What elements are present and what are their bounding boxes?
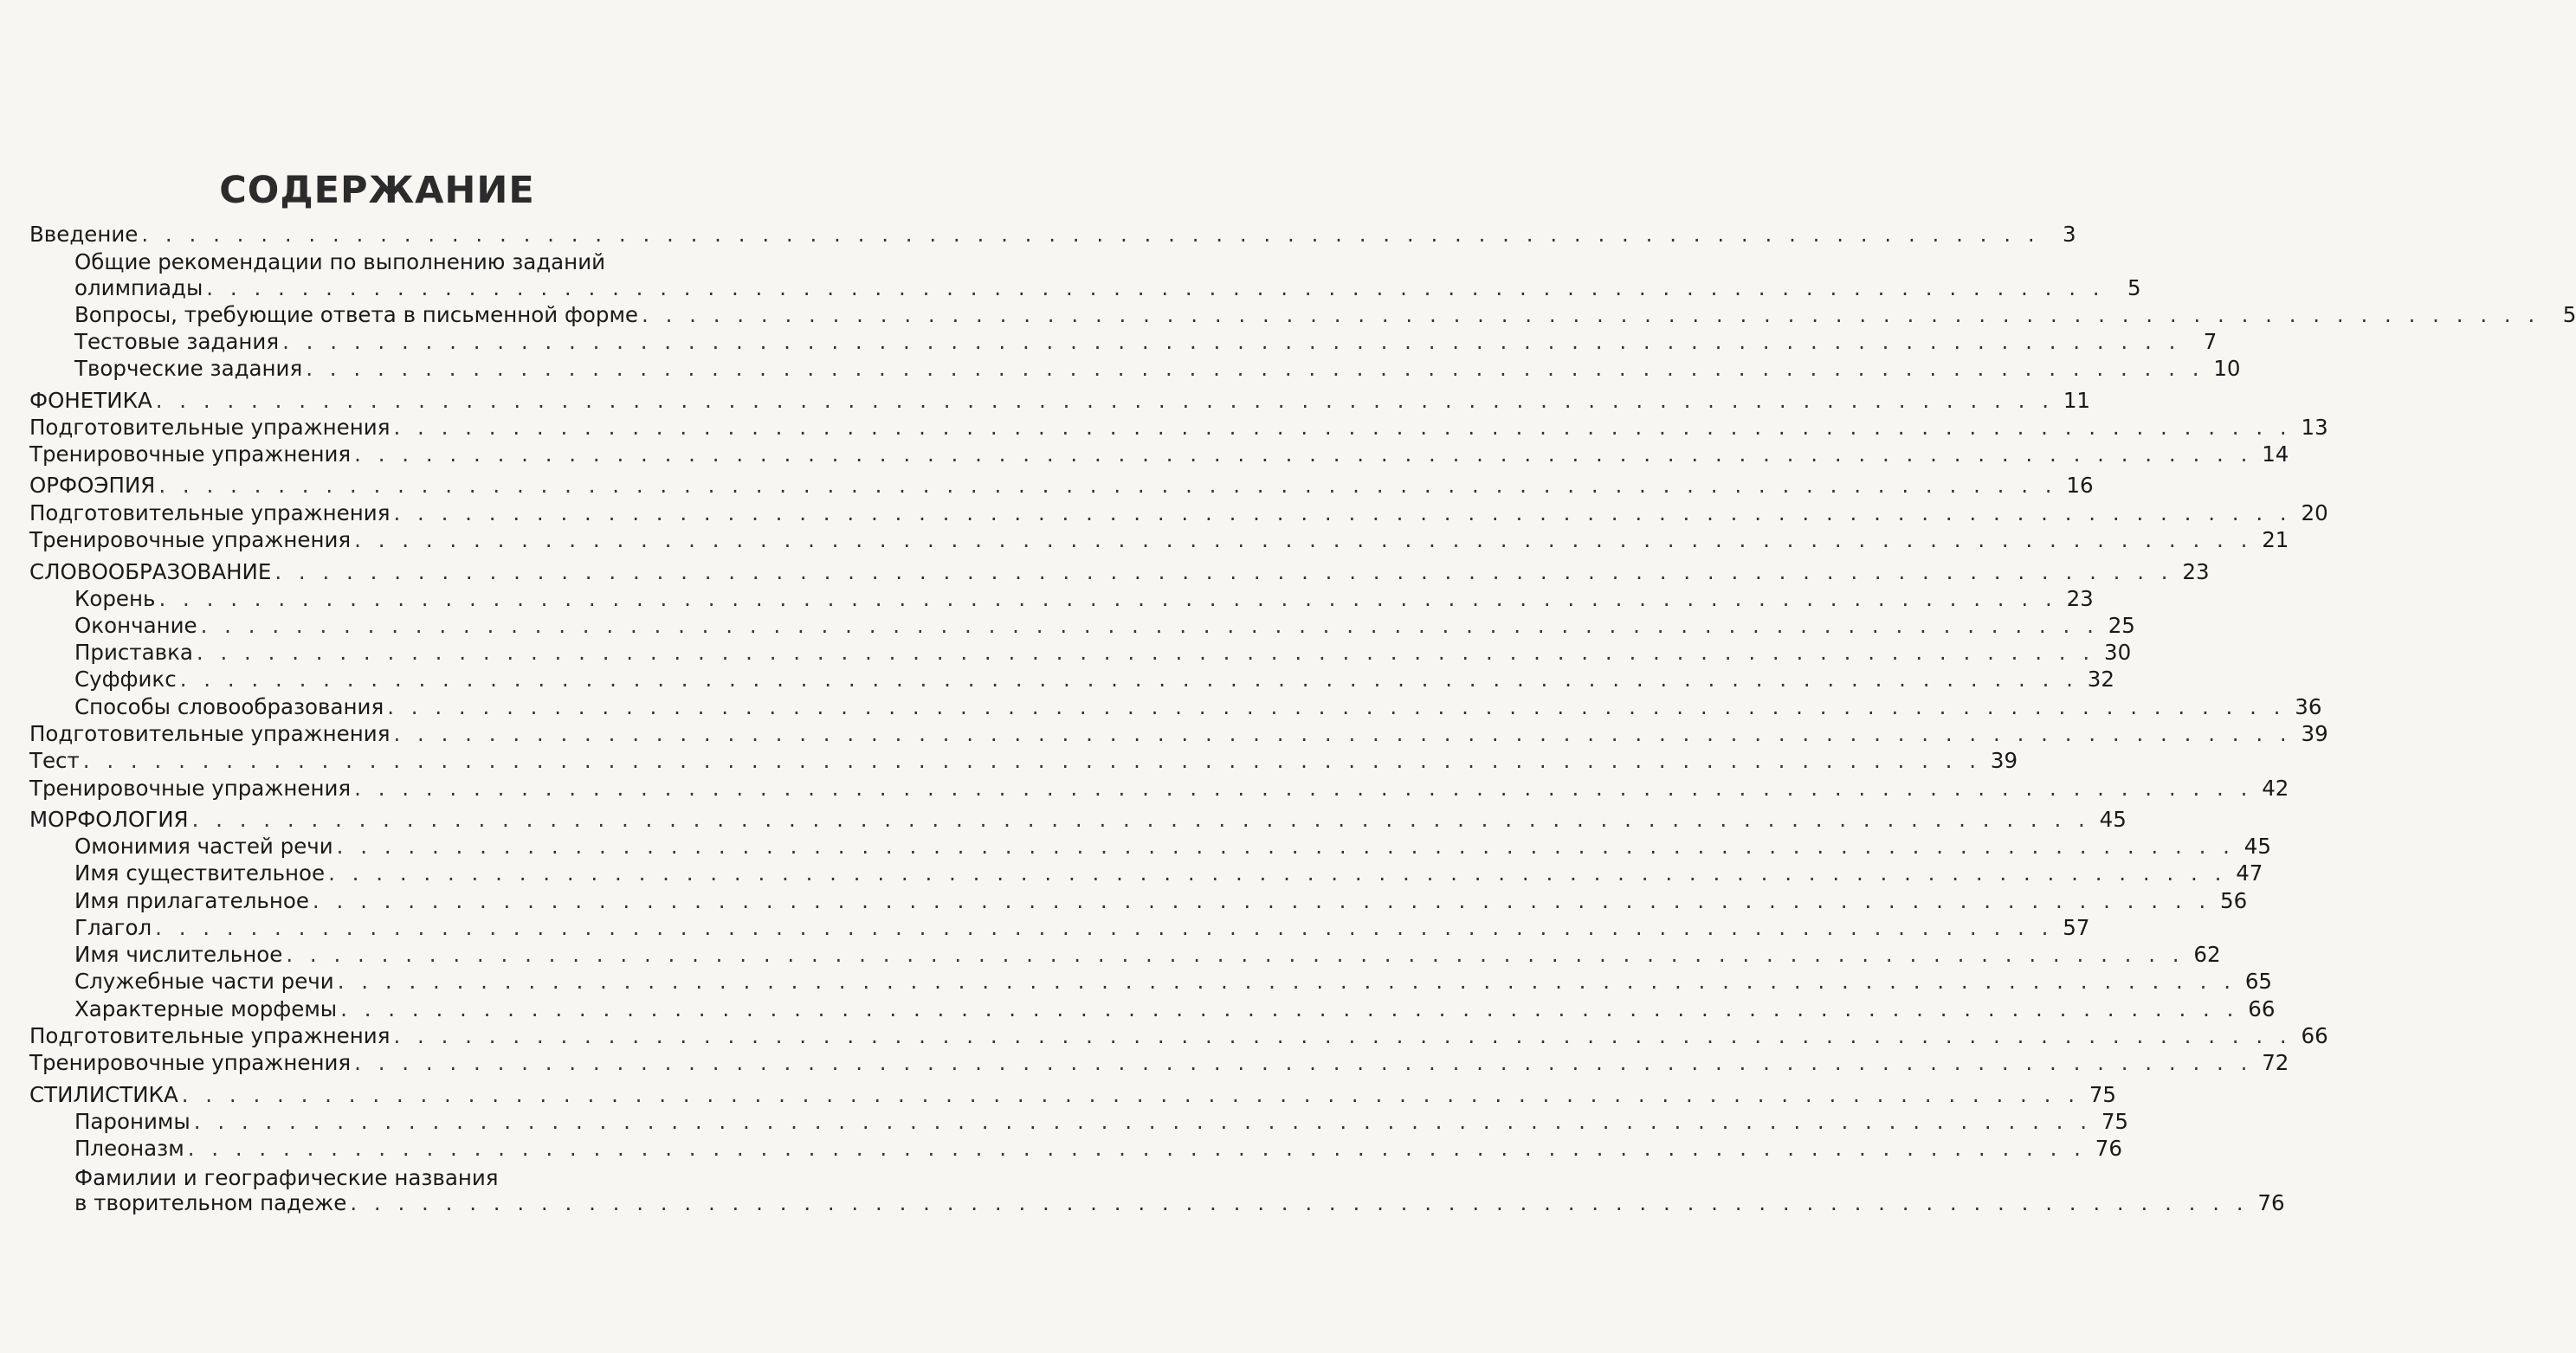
toc-entry-page: 21 <box>2262 527 2289 552</box>
dot-leader: . . . . . . . . . . . . . . . . . . . . . . . . . . . . . . . . . . . . . . . . . . . . . . . . . . . . . . . . . . . . . . . . . . . . . . . . . . . . . . . . <box>306 356 2205 381</box>
toc-entry-page: 5 <box>2562 302 2576 327</box>
toc-entry <box>29 776 2289 802</box>
dot-leader: . . . . . . . . . . . . . . . . . . . . . . . . . . . . . . . . . . . . . . . . . . . . . . . . . . . . . . . . . . . . . . . . . . . . . . . . . . . . . . . . <box>191 807 2090 832</box>
dot-leader: . . . . . . . . . . . . . . . . . . . . . . . . . . . . . . . . . . . . . . . . . . . . . . . . . . . . . . . . . . . . . . . . . . . . . . . . . . . . . . . . <box>350 1190 2249 1215</box>
toc-entry-page: 23 <box>2182 559 2210 584</box>
toc-entry <box>29 1136 2122 1162</box>
toc-entry-page: 10 <box>2213 356 2241 381</box>
toc-entry-page: 72 <box>2262 1050 2289 1075</box>
toc-entry <box>29 613 2135 639</box>
toc-entry-page: 39 <box>1990 748 2018 773</box>
toc-entry-title: ОРФОЭПИЯ <box>29 473 156 498</box>
toc-entry-title: СЛОВООБРАЗОВАНИЕ <box>29 559 272 584</box>
toc-entry <box>29 1190 2285 1216</box>
toc-entry-page: 75 <box>2101 1109 2129 1134</box>
toc-entry-title: Общие рекомендации по выполнению заданий <box>74 249 606 274</box>
toc-entry-page: 76 <box>2257 1190 2285 1215</box>
toc-entry-title: Глагол <box>74 915 152 940</box>
dot-leader: . . . . . . . . . . . . . . . . . . . . . . . . . . . . . . . . . . . . . . . . . . . . . . . . . . . . . . . . . . . . . . . . . . . . . . . . . . . . . . . . <box>328 860 2227 886</box>
toc-entry-page: 30 <box>2104 640 2132 665</box>
toc-entry <box>29 721 2328 747</box>
toc-entry-title: Окончание <box>74 613 197 638</box>
toc-entry-title: Тренировочные упражнения <box>29 1050 352 1075</box>
toc-entry-title: Приставка <box>74 640 193 665</box>
toc-entry-title: Паронимы <box>74 1109 190 1134</box>
toc-entry-page: 7 <box>2203 329 2218 354</box>
toc-entry-title: Вопросы, требующие ответа в письменной форме <box>74 302 638 327</box>
dot-leader: . . . . . . . . . . . . . . . . . . . . . . . . . . . . . . . . . . . . . . . . . . . . . . . . . . . . . . . . . . . . . . . . . . . . . . . . . . . . . . . . <box>155 388 2055 413</box>
toc-entry-title: Тренировочные упражнения <box>29 776 352 801</box>
toc-entry-page: 3 <box>2063 222 2076 247</box>
toc-entry <box>29 415 2328 441</box>
toc-entry-title: Омонимия частей речи <box>74 834 333 859</box>
toc-entry <box>29 559 2210 585</box>
toc-entry <box>29 527 2289 553</box>
toc-entry-title: Имя существительное <box>74 860 326 886</box>
toc-entry-title: Творческие задания <box>74 356 303 381</box>
dot-leader: . . . . . . . . . . . . . . . . . . . . . . . . . . . . . . . . . . . . . . . . . . . . . . . . . . . . . . . . . . . . . . . . . . . . . . . . . . . . . . . . <box>141 222 2040 247</box>
toc-entry-page: 23 <box>2066 586 2094 611</box>
toc-entry-page: 16 <box>2066 473 2094 498</box>
dot-leader: . . . . . . . . . . . . . . . . . . . . . . . . . . . . . . . . . . . . . . . . . . . . . . . . . . . . . . . . . . . . . . . . . . . . . . . . . . . . . . . . <box>387 694 2286 719</box>
toc-entry-title: Плеоназм <box>74 1136 184 1161</box>
toc-entry-title: в творительном падеже <box>74 1190 347 1215</box>
dot-leader: . . . . . . . . . . . . . . . . . . . . . . . . . . . . . . . . . . . . . . . . . . . . . . . . . . . . . . . . . . . . . . . . . . . . . . . . . . . . . . . . <box>354 527 2253 552</box>
toc-entry <box>29 667 2114 693</box>
dot-leader: . . . . . . . . . . . . . . . . . . . . . . . . . . . . . . . . . . . . . . . . . . . . . . . . . . . . . . . . . . . . . . . . . . . . . . . . . . . . . . . . <box>196 640 2095 665</box>
dot-leader: . . . . . . . . . . . . . . . . . . . . . . . . . . . . . . . . . . . . . . . . . . . . . . . . . . . . . . . . . . . . . . . . . . . . . . . . . . . . . . . . <box>206 275 2105 300</box>
toc-entry <box>29 888 2248 914</box>
toc-entry-title: МОРФОЛОГИЯ <box>29 807 189 832</box>
dot-leader: . . . . . . . . . . . . . . . . . . . . . . . . . . . . . . . . . . . . . . . . . . . . . . . . . . . . . . . . . . . . . . . . . . . . . . . . . . . . . . . . <box>158 586 2057 611</box>
toc-entry-title: Тренировочные упражнения <box>29 441 352 467</box>
dot-leader: . . . . . . . . . . . . . . . . . . . . . . . . . . . . . . . . . . . . . . . . . . . . . . . . . . . . . . . . . . . . . . . . . . . . . . . . . . . . . . . . <box>286 942 2185 967</box>
dot-leader: . . . . . . . . . . . . . . . . . . . . . . . . . . . . . . . . . . . . . . . . . . . . . . . . . . . . . . . . . . . . . . . . . . . . . . . . . . . . . . . . <box>393 1023 2292 1048</box>
toc-entry <box>29 834 2271 860</box>
toc-entry-title: СТИЛИСТИКА <box>29 1082 178 1107</box>
toc-entry <box>29 356 2241 382</box>
toc-entry-page: 76 <box>2095 1136 2122 1161</box>
toc-entry <box>29 807 2127 833</box>
toc-entry <box>29 586 2094 612</box>
dot-leader: . . . . . . . . . . . . . . . . . . . . . . . . . . . . . . . . . . . . . . . . . . . . . . . . . . . . . . . . . . . . . . . . . . . . . . . . . . . . . . . . <box>82 748 1982 773</box>
toc-entry <box>29 388 2091 414</box>
toc-entry-title: Имя прилагательное <box>74 888 309 913</box>
dot-leader: . . . . . . . . . . . . . . . . . . . . . . . . . . . . . . . . . . . . . . . . . . . . . . . . . . . . . . . . . . . . . . . . . . . . . . . . . . . . . . . . <box>282 329 2181 354</box>
toc-entry-page: 57 <box>2063 915 2090 940</box>
toc-entry-page: 14 <box>2262 441 2289 467</box>
toc-entry-page: 11 <box>2063 388 2091 413</box>
dot-leader: . . . . . . . . . . . . . . . . . . . . . . . . . . . . . . . . . . . . . . . . . . . . . . . . . . . . . . . . . . . . . . . . . . . . . . . . . . . . . . . . <box>155 915 2054 940</box>
toc-entry-page: 39 <box>2301 721 2328 746</box>
dot-leader: . . . . . . . . . . . . . . . . . . . . . . . . . . . . . . . . . . . . . . . . . . . . . . . . . . . . . . . . . . . . . . . . . . . . . . . . . . . . . . . . <box>158 473 2057 498</box>
toc-entry <box>29 640 2132 666</box>
dot-leader: . . . . . . . . . . . . . . . . . . . . . . . . . . . . . . . . . . . . . . . . . . . . . . . . . . . . . . . . . . . . . . . . . . . . . . . . . . . . . . . . <box>340 996 2239 1021</box>
dot-leader: . . . . . . . . . . . . . . . . . . . . . . . . . . . . . . . . . . . . . . . . . . . . . . . . . . . . . . . . . . . . . . . . . . . . . . . . . . . . . . . . <box>642 302 2540 327</box>
toc-entry-title: Служебные части речи <box>74 969 334 994</box>
dot-leader: . . . . . . . . . . . . . . . . . . . . . . . . . . . . . . . . . . . . . . . . . . . . . . . . . . . . . . . . . . . . . . . . . . . . . . . . . . . . . . . . <box>354 441 2253 467</box>
dot-leader: . . . . . . . . . . . . . . . . . . . . . . . . . . . . . . . . . . . . . . . . . . . . . . . . . . . . . . . . . . . . . . . . . . . . . . . . . . . . . . . . <box>336 834 2235 859</box>
toc-entry-page: 45 <box>2099 807 2127 832</box>
dot-leader: . . . . . . . . . . . . . . . . . . . . . . . . . . . . . . . . . . . . . . . . . . . . . . . . . . . . . . . . . . . . . . . . . . . . . . . . . . . . . . . . <box>274 559 2173 584</box>
toc-entry-title: Характерные морфемы <box>74 996 338 1021</box>
toc-entry-title: Тренировочные упражнения <box>29 527 352 552</box>
toc-entry-page: 42 <box>2262 776 2289 801</box>
toc-entry-title: Суффикс <box>74 667 177 692</box>
toc-entry-page: 75 <box>2089 1082 2116 1107</box>
toc-entry-title: Корень <box>74 586 156 611</box>
toc-entry <box>29 1109 2129 1135</box>
toc-entry-title: Введение <box>29 222 139 247</box>
toc-entry-page: 25 <box>2108 613 2135 638</box>
dot-leader: . . . . . . . . . . . . . . . . . . . . . . . . . . . . . . . . . . . . . . . . . . . . . . . . . . . . . . . . . . . . . . . . . . . . . . . . . . . . . . . . <box>200 613 2099 638</box>
toc-entry-page: 62 <box>2193 942 2221 967</box>
toc-entry-page: 65 <box>2244 969 2272 994</box>
dot-leader: . . . . . . . . . . . . . . . . . . . . . . . . . . . . . . . . . . . . . . . . . . . . . . . . . . . . . . . . . . . . . . . . . . . . . . . . . . . . . . . . <box>393 500 2292 525</box>
toc-entry <box>29 860 2263 886</box>
toc-entry-title: Имя числительное <box>74 942 283 967</box>
toc-entry-page: 47 <box>2236 860 2263 886</box>
toc-entry-title: Подготовительные упражнения <box>29 500 391 525</box>
toc-entry <box>29 996 2276 1022</box>
toc-entry <box>29 1050 2289 1076</box>
toc-entry <box>29 329 2218 355</box>
toc-entry <box>29 500 2328 526</box>
dot-leader: . . . . . . . . . . . . . . . . . . . . . . . . . . . . . . . . . . . . . . . . . . . . . . . . . . . . . . . . . . . . . . . . . . . . . . . . . . . . . . . . <box>187 1136 2086 1161</box>
toc-entry <box>29 1163 725 1191</box>
toc-entry <box>29 748 2018 774</box>
toc-entry <box>29 441 2289 467</box>
dot-leader: . . . . . . . . . . . . . . . . . . . . . . . . . . . . . . . . . . . . . . . . . . . . . . . . . . . . . . . . . . . . . . . . . . . . . . . . . . . . . . . . <box>312 888 2211 913</box>
toc-entry <box>29 942 2221 968</box>
dot-leader: . . . . . . . . . . . . . . . . . . . . . . . . . . . . . . . . . . . . . . . . . . . . . . . . . . . . . . . . . . . . . . . . . . . . . . . . . . . . . . . . <box>354 1050 2253 1075</box>
toc-entry <box>29 222 2076 248</box>
toc-entry-page: 36 <box>2295 694 2322 719</box>
toc-entry <box>29 302 2576 328</box>
dot-leader: . . . . . . . . . . . . . . . . . . . . . . . . . . . . . . . . . . . . . . . . . . . . . . . . . . . . . . . . . . . . . . . . . . . . . . . . . . . . . . . . <box>393 415 2292 440</box>
toc-entry-title: Способы словообразования <box>74 694 384 719</box>
dot-leader: . . . . . . . . . . . . . . . . . . . . . . . . . . . . . . . . . . . . . . . . . . . . . . . . . . . . . . . . . . . . . . . . . . . . . . . . . . . . . . . . <box>354 776 2253 801</box>
toc-entry-page: 45 <box>2244 834 2271 859</box>
toc-entry <box>29 694 2322 720</box>
toc-entry <box>29 915 2090 941</box>
toc-entry <box>29 248 725 275</box>
toc-entry <box>29 969 2272 995</box>
toc-entry-title: Фамилии и географические названия <box>74 1165 499 1190</box>
toc-entry-title: Подготовительные упражнения <box>29 721 391 746</box>
toc-entry-page: 56 <box>2220 888 2248 913</box>
toc-entry-title: олимпиады <box>74 275 203 300</box>
toc-entry-page: 13 <box>2301 415 2328 440</box>
dot-leader: . . . . . . . . . . . . . . . . . . . . . . . . . . . . . . . . . . . . . . . . . . . . . . . . . . . . . . . . . . . . . . . . . . . . . . . . . . . . . . . . <box>193 1109 2093 1134</box>
toc-entry <box>29 473 2094 499</box>
dot-leader: . . . . . . . . . . . . . . . . . . . . . . . . . . . . . . . . . . . . . . . . . . . . . . . . . . . . . . . . . . . . . . . . . . . . . . . . . . . . . . . . <box>179 667 2078 692</box>
toc-entry-title: Подготовительные упражнения <box>29 1023 391 1048</box>
page-title: СОДЕРЖАНИЕ <box>219 169 535 212</box>
toc-entry <box>29 1023 2328 1049</box>
dot-leader: . . . . . . . . . . . . . . . . . . . . . . . . . . . . . . . . . . . . . . . . . . . . . . . . . . . . . . . . . . . . . . . . . . . . . . . . . . . . . . . . <box>181 1082 2080 1107</box>
toc-entry <box>29 275 2141 301</box>
toc-entry-title: Подготовительные упражнения <box>29 415 391 440</box>
toc-entry-title: ФОНЕТИКА <box>29 388 152 413</box>
dot-leader: . . . . . . . . . . . . . . . . . . . . . . . . . . . . . . . . . . . . . . . . . . . . . . . . . . . . . . . . . . . . . . . . . . . . . . . . . . . . . . . . <box>393 721 2292 746</box>
toc-entry-page: 5 <box>2127 275 2141 300</box>
toc-entry-title: Тестовые задания <box>74 329 280 354</box>
toc-entry <box>29 1082 2116 1108</box>
toc-entry-page: 20 <box>2301 500 2328 525</box>
dot-leader: . . . . . . . . . . . . . . . . . . . . . . . . . . . . . . . . . . . . . . . . . . . . . . . . . . . . . . . . . . . . . . . . . . . . . . . . . . . . . . . . <box>337 969 2236 994</box>
toc-entry-page: 32 <box>2087 667 2114 692</box>
toc-entry-title: Тест <box>29 748 80 773</box>
toc-entry-page: 66 <box>2301 1023 2328 1048</box>
toc-entry-page: 66 <box>2248 996 2276 1021</box>
